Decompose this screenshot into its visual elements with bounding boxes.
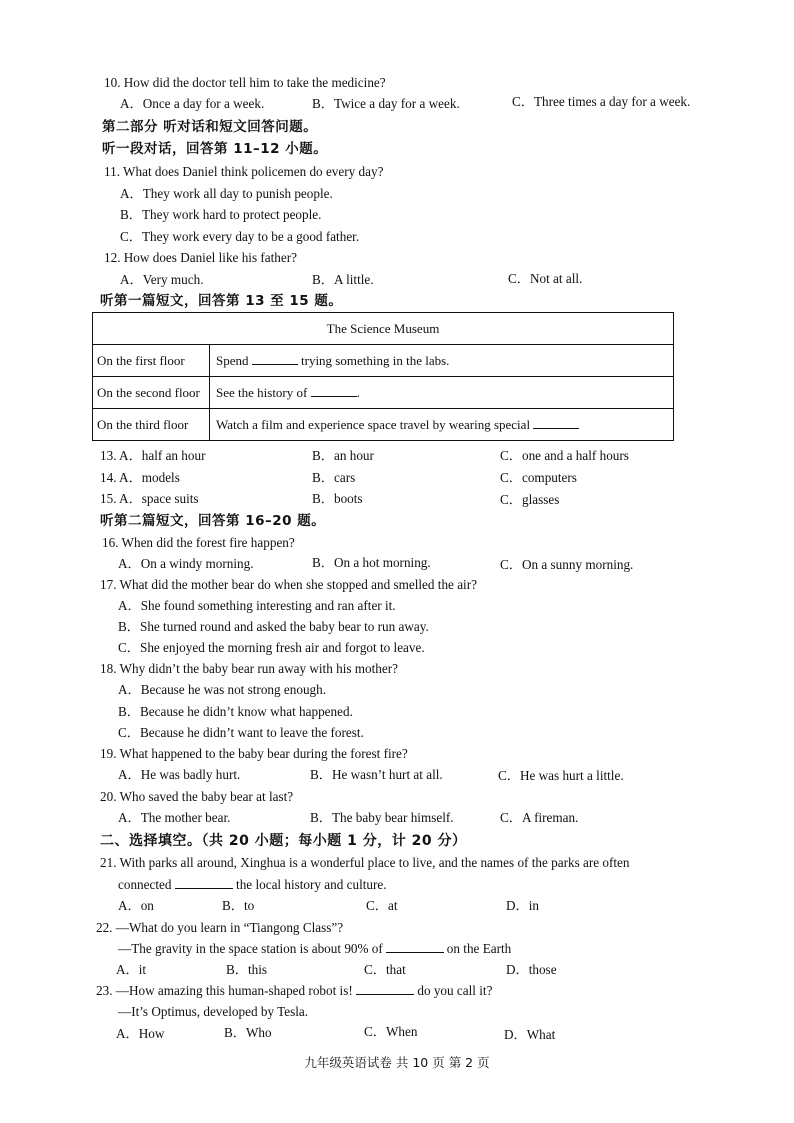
question-11-option-c: C．They work every day to be a good father. — [120, 229, 360, 244]
question-23-stem — [96, 982, 492, 1000]
question-20-stem: 20. Who saved the baby bear at last? — [100, 789, 294, 804]
answer-blank — [533, 416, 579, 429]
answer-blank — [356, 982, 414, 995]
question-16-option-b: B．On a hot morning. — [312, 555, 431, 570]
question-22-option-c: C．that — [364, 962, 406, 977]
floor-description — [210, 345, 674, 377]
answer-blank — [311, 384, 357, 397]
table-row — [93, 409, 674, 441]
floor-description — [210, 409, 674, 441]
question-13-option-a: 13. A．half an hour — [100, 448, 206, 463]
table-row — [93, 377, 674, 409]
question-16-stem: 16. When did the forest fire happen? — [102, 535, 295, 550]
question-19-option-a: A．He was badly hurt. — [118, 767, 241, 782]
stem-text: on the Earth — [446, 941, 512, 956]
question-12-option-a: A．Very much. — [120, 272, 204, 287]
question-10-option-c: C．Three times a day for a week. — [512, 94, 691, 109]
question-18-option-a: A．Because he was not strong enough. — [118, 682, 327, 697]
question-15-option-b: B．boots — [312, 491, 363, 506]
description-text: trying something in the labs. — [301, 353, 450, 368]
question-20-option-b: B．The baby bear himself. — [310, 810, 454, 825]
passage-two-instruction: 听第二篇短文，回答第 16–20 题。 — [100, 513, 326, 529]
question-21-option-d: D．in — [506, 898, 539, 913]
question-19-option-b: B．He wasn’t hurt at all. — [310, 767, 443, 782]
stem-text: 23. —How amazing this human-shaped robot is! — [96, 983, 353, 998]
table-title: The Science Museum — [93, 313, 674, 345]
answer-blank — [175, 876, 233, 889]
question-20-option-c: C．A fireman. — [500, 810, 579, 825]
question-13-option-b: B．an hour — [312, 448, 374, 463]
question-15-option-c: C．glasses — [500, 492, 560, 507]
part-two-heading: 第二部分 听对话和短文回答问题。 — [102, 119, 318, 135]
answer-blank — [252, 352, 298, 365]
question-23-option-d: D．What — [504, 1027, 556, 1042]
question-21-option-a: A．on — [118, 898, 154, 913]
question-10-option-a: A．Once a day for a week. — [120, 96, 265, 111]
question-14-option-a: 14. A．models — [100, 470, 180, 485]
stem-text: do you call it? — [417, 983, 493, 998]
question-23-stem-continued: —It’s Optimus, developed by Tesla. — [118, 1004, 309, 1019]
question-17-option-b: B．She turned round and asked the baby bear to run away. — [118, 619, 429, 634]
question-10-option-b: B．Twice a day for a week. — [312, 96, 460, 111]
description-text: Watch a film and experience space travel by wearing special — [216, 417, 531, 432]
description-text: See the history of — [216, 385, 308, 400]
table-row — [93, 345, 674, 377]
question-12-option-b: B．A little. — [312, 272, 374, 287]
question-18-stem: 18. Why didn’t the baby bear run away with his mother? — [100, 661, 398, 676]
part-ii-heading: 二、选择填空。（共 20 小题；每小题 1 分，计 20 分） — [100, 833, 467, 849]
question-11-option-b: B．They work hard to protect people. — [120, 207, 322, 222]
question-18-option-c: C．Because he didn’t want to leave the forest. — [118, 725, 364, 740]
question-22-option-b: B．this — [226, 962, 268, 977]
question-17-stem: 17. What did the mother bear do when she stopped and smelled the air? — [100, 577, 477, 592]
question-14-option-c: C．computers — [500, 470, 577, 485]
answer-blank — [386, 940, 444, 953]
question-19-option-c: C．He was hurt a little. — [498, 768, 624, 783]
stem-text: connected — [118, 877, 172, 892]
question-12-stem: 12. How does Daniel like his father? — [104, 250, 297, 265]
question-16-option-c: C．On a sunny morning. — [500, 557, 634, 572]
question-21-stem: 21. With parks all around, Xinghua is a wonderful place to live, and the names of the parks are often — [100, 855, 630, 870]
question-22-option-a: A．it — [116, 962, 147, 977]
question-23-option-a: A．How — [116, 1026, 165, 1041]
description-text: Spend — [216, 353, 249, 368]
stem-text: the local history and culture. — [236, 877, 387, 892]
description-text: . — [356, 385, 360, 400]
question-17-option-c: C．She enjoyed the morning fresh air and forgot to leave. — [118, 640, 425, 655]
table-title-row — [93, 313, 674, 345]
dialog-instruction: 听一段对话，回答第 11–12 小题。 — [102, 141, 328, 157]
question-10-stem: 10. How did the doctor tell him to take the medicine? — [104, 75, 386, 90]
question-23-option-b: B．Who — [224, 1025, 272, 1040]
question-17-option-a: A．She found something interesting and ran after it. — [118, 598, 396, 613]
passage-one-instruction: 听第一篇短文，回答第 13 至 15 题。 — [100, 293, 343, 309]
question-22-stem-continued — [118, 940, 511, 958]
floor-label: On the first floor — [93, 345, 210, 377]
question-18-option-b: B．Because he didn’t know what happened. — [118, 704, 353, 719]
question-23-option-c: C．When — [364, 1024, 418, 1039]
question-20-option-a: A．The mother bear. — [118, 810, 231, 825]
question-13-option-c: C．one and a half hours — [500, 448, 629, 463]
stem-text: —The gravity in the space station is about 90% of — [118, 941, 383, 956]
question-16-option-a: A．On a windy morning. — [118, 556, 254, 571]
question-11-option-a: A．They work all day to punish people. — [120, 186, 333, 201]
question-21-stem-continued — [118, 876, 387, 894]
question-14-option-b: B．cars — [312, 470, 356, 485]
question-22-stem: 22. —What do you learn in “Tiangong Class”? — [96, 920, 344, 935]
question-21-option-c: C．at — [366, 898, 398, 913]
question-19-stem: 19. What happened to the baby bear during the forest fire? — [100, 746, 408, 761]
science-museum-table — [92, 312, 674, 441]
question-12-option-c: C．Not at all. — [508, 271, 583, 286]
question-15-option-a: 15. A．space suits — [100, 491, 199, 506]
floor-description — [210, 377, 674, 409]
floor-label: On the third floor — [93, 409, 210, 441]
floor-label: On the second floor — [93, 377, 210, 409]
question-21-option-b: B．to — [222, 898, 255, 913]
question-22-option-d: D．those — [506, 962, 557, 977]
question-11-stem: 11. What does Daniel think policemen do every day? — [104, 164, 384, 179]
page-footer: 九年级英语试卷 共 10 页 第 2 页 — [304, 1055, 490, 1070]
